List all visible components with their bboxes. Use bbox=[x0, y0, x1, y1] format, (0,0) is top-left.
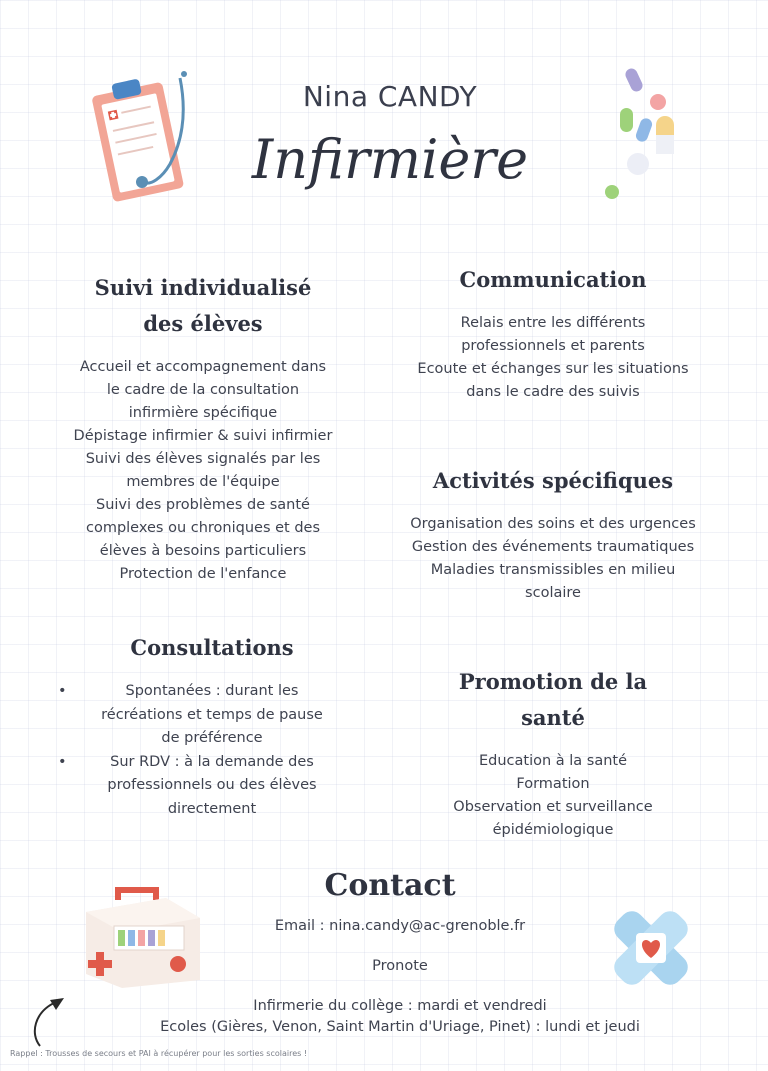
body-line: Relais entre les différents bbox=[460, 315, 646, 331]
section-title: Suivi individualisé bbox=[94, 275, 312, 300]
body-line: membres de l'équipe bbox=[126, 474, 280, 490]
list-item bbox=[58, 680, 362, 751]
contact-email: Email : nina.candy@ac-grenoble.fr bbox=[274, 918, 526, 934]
body-line: Suivi des élèves signalés par les bbox=[85, 451, 321, 467]
contact-title: Contact bbox=[324, 868, 456, 903]
body-line: Organisation des soins et des urgences bbox=[410, 516, 696, 532]
person-name: Nina CANDY bbox=[302, 80, 478, 113]
bullet-icon: • bbox=[58, 753, 67, 770]
body-line: professionnels et parents bbox=[461, 338, 645, 354]
body-line: Maladies transmissibles en milieu bbox=[430, 562, 676, 578]
contact-schedule-college: Infirmerie du collège : mardi et vendredi bbox=[253, 998, 547, 1014]
body-line: scolaire bbox=[525, 585, 581, 601]
footnote: Rappel : Trousses de secours et PAI à récupérer pour les sorties scolaires ! bbox=[10, 1049, 308, 1058]
body-line: dans le cadre des suivis bbox=[466, 384, 640, 400]
body-line: Gestion des événements traumatiques bbox=[411, 539, 695, 555]
section-body bbox=[400, 312, 706, 404]
arrow-doodle-icon bbox=[16, 990, 76, 1050]
body-line: de préférence bbox=[161, 730, 263, 746]
body-line: élèves à besoins particuliers bbox=[99, 543, 307, 559]
section-promotion bbox=[400, 664, 706, 842]
body-line: Observation et surveillance bbox=[453, 799, 653, 815]
body-line: le cadre de la consultation bbox=[106, 382, 300, 398]
body-line: récréations et temps de pause bbox=[101, 706, 323, 723]
section-title: des élèves bbox=[143, 311, 263, 336]
section-title: Promotion de la bbox=[458, 669, 648, 694]
section-body bbox=[400, 513, 706, 605]
body-line: Spontanées : durant les bbox=[125, 683, 299, 699]
first-aid-kit-icon bbox=[78, 882, 208, 992]
contact-pronote: Pronote bbox=[372, 958, 428, 974]
section-body bbox=[48, 356, 358, 586]
section-communication bbox=[400, 262, 706, 404]
body-line: complexes ou chroniques et des bbox=[85, 520, 321, 536]
section-title: santé bbox=[521, 705, 585, 730]
section-suivi bbox=[48, 270, 358, 586]
consultations-list bbox=[58, 680, 362, 821]
section-title: Activités spécifiques bbox=[432, 468, 674, 493]
body-line: infirmière spécifique bbox=[128, 405, 278, 421]
list-item bbox=[58, 751, 362, 822]
section-title: Consultations bbox=[130, 635, 294, 660]
body-line: professionnels ou des élèves bbox=[107, 777, 317, 793]
section-consultations bbox=[58, 630, 362, 821]
body-line: Accueil et accompagnement dans bbox=[79, 359, 327, 375]
section-activites bbox=[400, 463, 706, 605]
body-line: Ecoute et échanges sur les situations bbox=[417, 361, 689, 377]
section-title: Communication bbox=[459, 267, 647, 292]
body-line: Dépistage infirmier & suivi infirmier bbox=[73, 428, 333, 444]
body-line: Education à la santé bbox=[478, 753, 628, 769]
body-line: Protection de l'enfance bbox=[119, 566, 287, 582]
body-line: directement bbox=[167, 800, 257, 817]
body-line: Suivi des problèmes de santé bbox=[96, 497, 310, 513]
body-line: Sur RDV : à la demande des bbox=[110, 753, 314, 770]
section-body bbox=[400, 750, 706, 842]
clipboard-stethoscope-icon bbox=[88, 68, 208, 208]
bullet-icon: • bbox=[58, 683, 67, 699]
body-line: Formation bbox=[516, 776, 590, 792]
job-title: Infirmière bbox=[251, 128, 529, 191]
pills-icon bbox=[598, 64, 688, 204]
body-line: épidémiologique bbox=[492, 822, 614, 838]
contact-schedule-ecoles: Ecoles (Gières, Venon, Saint Martin d'Uriage, Pinet) : lundi et jeudi bbox=[160, 1019, 640, 1035]
bandage-icon bbox=[596, 898, 706, 998]
